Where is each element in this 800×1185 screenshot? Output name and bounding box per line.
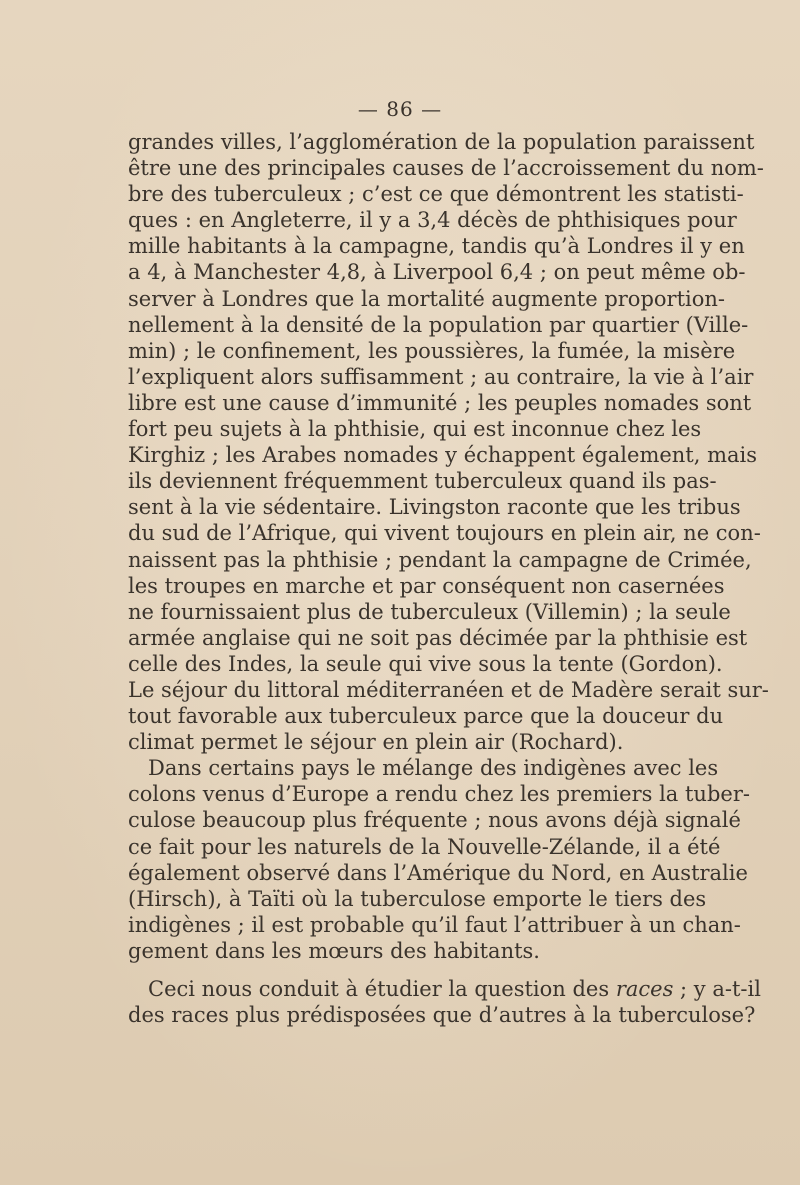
- text-line: être une des principales causes de l’accroissement du nom-: [128, 156, 764, 181]
- text-line: (Hirsch), à Taïti où la tuberculose emporte le tiers des: [128, 886, 707, 911]
- text-line: ils deviennent fréquemment tuberculeux quand ils pas-: [128, 469, 717, 494]
- text-line: l’expliquent alors suffisamment ; au contraire, la vie à l’air: [128, 364, 754, 389]
- text-line: naissent pas la phthisie ; pendant la campagne de Crimée,: [128, 547, 752, 572]
- text-line: du sud de l’Afrique, qui vivent toujours en plein air, ne con-: [128, 521, 761, 546]
- final-paragraph-line-1: [128, 976, 761, 1002]
- text-line: également observé dans l’Amérique du Nord, en Australie: [128, 860, 748, 885]
- text-line: nellement à la densité de la population par quartier (Ville-: [128, 312, 749, 337]
- text-line: sent à la vie sédentaire. Livingston raconte que les tribus: [128, 495, 741, 520]
- text-line: les troupes en marche et par conséquent non casernées: [128, 573, 725, 598]
- text-line: colons venus d’Europe a rendu chez les premiers la tuber-: [128, 782, 750, 807]
- text-line: celle des Indes, la seule qui vive sous la tente (Gordon).: [128, 651, 723, 676]
- text-line: Kirghiz ; les Arabes nomades y échappent également, mais: [128, 443, 758, 468]
- text-line: a 4, à Manchester 4,8, à Liverpool 6,4 ; on peut même ob-: [128, 260, 746, 285]
- text-line: armée anglaise qui ne soit pas décimée par la phthisie est: [128, 625, 748, 650]
- page-number: — 86 —: [357, 97, 443, 121]
- final-paragraph-italic-word: races: [615, 977, 674, 1001]
- final-paragraph-text-after: ; y a-t-il: [673, 977, 761, 1001]
- text-line: ques : en Angleterre, il y a 3,4 décès de phthisiques pour: [128, 208, 737, 233]
- text-line: min) ; le confinement, les poussières, la fumée, la misère: [128, 338, 736, 363]
- text-line: mille habitants à la campagne, tandis qu’à Londres il y en: [128, 234, 745, 259]
- paragraph-container: [128, 129, 769, 964]
- text-line: grandes villes, l’agglomération de la population paraissent: [128, 130, 755, 154]
- final-paragraph-text-before: Ceci nous conduit à étudier la question des: [148, 977, 616, 1001]
- text-line: indigènes ; il est probable qu’il faut l’attribuer à un chan-: [128, 912, 741, 937]
- paragraph-gap: [128, 964, 676, 976]
- text-line: culose beaucoup plus fréquente ; nous avons déjà signalé: [128, 808, 741, 833]
- text-line: tout favorable aux tuberculeux parce que la douceur du: [128, 704, 724, 729]
- body-text: [128, 129, 769, 1028]
- final-paragraph-line-2: des races plus prédisposées que d’autres à la tuberculose?: [128, 1003, 756, 1028]
- text-line: ce fait pour les naturels de la Nouvelle-Zélande, il a été: [128, 834, 721, 859]
- text-line: ne fournissaient plus de tuberculeux (Villemin) ; la seule: [128, 599, 731, 624]
- text-line: Dans certains pays le mélange des indigènes avec les: [148, 756, 719, 781]
- text-line: climat permet le séjour en plein air (Rochard).: [128, 730, 624, 755]
- text-line: Le séjour du littoral méditerranéen et de Madère serait sur-: [128, 677, 769, 702]
- text-line: fort peu sujets à la phthisie, qui est inconnue chez les: [128, 417, 702, 442]
- text-line: bre des tuberculeux ; c’est ce que démontrent les statisti-: [128, 182, 744, 207]
- text-line: gement dans les mœurs des habitants.: [128, 938, 540, 963]
- text-line: server à Londres que la mortalité augmente proportion-: [128, 286, 725, 311]
- text-line: libre est une cause d’immunité ; les peuples nomades sont: [128, 390, 752, 415]
